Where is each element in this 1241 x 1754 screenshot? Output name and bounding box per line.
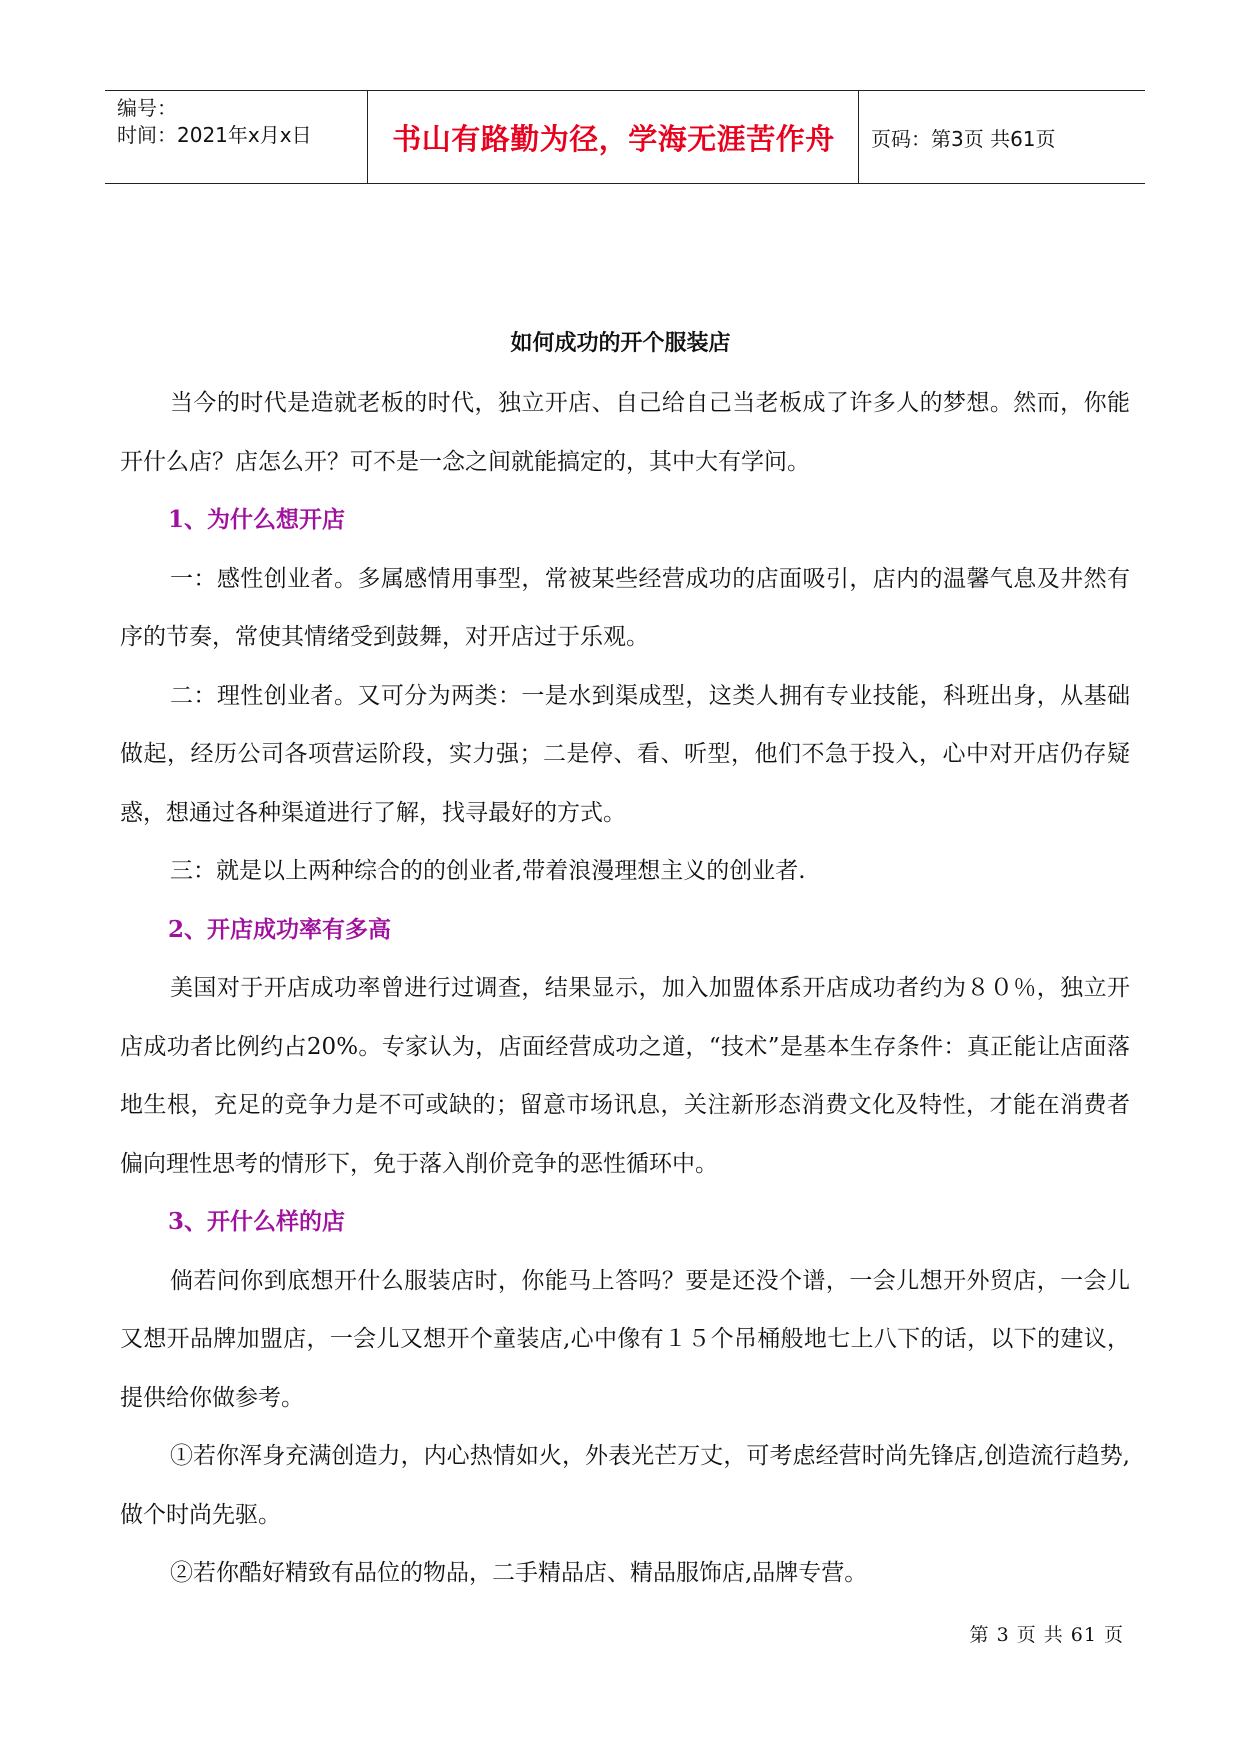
header-page-label: 页码：第3页 共61页 bbox=[871, 126, 1056, 151]
section-1-paragraph-3: 三：就是以上两种综合的的创业者,带着浪漫理想主义的创业者. bbox=[170, 858, 806, 884]
document-header bbox=[105, 90, 1145, 184]
section-1-paragraph-1: 一：感性创业者。多属感情用事型，常被某些经营成功的店面吸引，店内的温馨气息及井然有序的节奏，常使其情绪受到鼓舞，对开店过于乐观。 bbox=[120, 565, 1130, 650]
section-1-paragraph-2: 二：理性创业者。又可分为两类：一是水到渠成型，这类人拥有专业技能，科班出身，从基础做起，经历公司各项营运阶段，实力强；二是停、看、听型，他们不急于投入，心中对开店仍存疑惑，想通过各种渠道进行了解，找寻最好的方式。 bbox=[120, 682, 1130, 826]
section-2-heading: 2、开店成功率有多高 bbox=[168, 915, 392, 943]
header-motto: 书山有路勤为径，学海无涯苦作舟 bbox=[392, 121, 835, 156]
document-body bbox=[120, 374, 1130, 1603]
intro-paragraph: 当今的时代是造就老板的时代，独立开店、自己给自己当老板成了许多人的梦想。然而，你能开什么店？店怎么开？可不是一念之间就能搞定的，其中大有学问。 bbox=[120, 390, 1130, 475]
section-3-paragraph-1: 倘若问你到底想开什么服装店时，你能马上答吗？要是还没个谱，一会儿想开外贸店，一会儿又想开品牌加盟店，一会儿又想开个童装店,心中像有１５个吊桶般地七上八下的话，以下的建议，提供给你做参考。 bbox=[120, 1267, 1130, 1411]
header-divider-left bbox=[367, 91, 368, 183]
section-2-paragraph-1: 美国对于开店成功率曾进行过调查，结果显示，加入加盟体系开店成功者约为８０％，独立开店成功者比例约占20%。专家认为，店面经营成功之道，“技术”是基本生存条件：真正能让店面落地生根，充足的竞争力是不可或缺的；留意市场讯息，关注新形态消费文化及特性，才能在消费者偏向理性思考的情形下，免于落入削价竞争的恶性循环中。 bbox=[120, 975, 1130, 1177]
section-1-heading: 1、为什么想开店 bbox=[168, 506, 346, 533]
page-footer: 第 3 页 共 61 页 bbox=[969, 1624, 1124, 1646]
section-3-paragraph-2: ①若你浑身充满创造力，内心热情如火，外表光芒万丈，可考虑经营时尚先锋店,创造流行趋势,做个时尚先驱。 bbox=[120, 1443, 1130, 1528]
document-title: 如何成功的开个服装店 bbox=[510, 330, 731, 356]
section-3-paragraph-3: ②若你酷好精致有品位的物品，二手精品店、精品服饰店,品牌专营。 bbox=[170, 1560, 868, 1586]
section-3-heading: 3、开什么样的店 bbox=[168, 1208, 346, 1235]
header-meta bbox=[117, 95, 367, 149]
header-divider-right bbox=[858, 91, 859, 183]
header-number-label: 编号： bbox=[117, 96, 177, 120]
header-time-label: 时间：2021年x月x日 bbox=[117, 123, 312, 147]
